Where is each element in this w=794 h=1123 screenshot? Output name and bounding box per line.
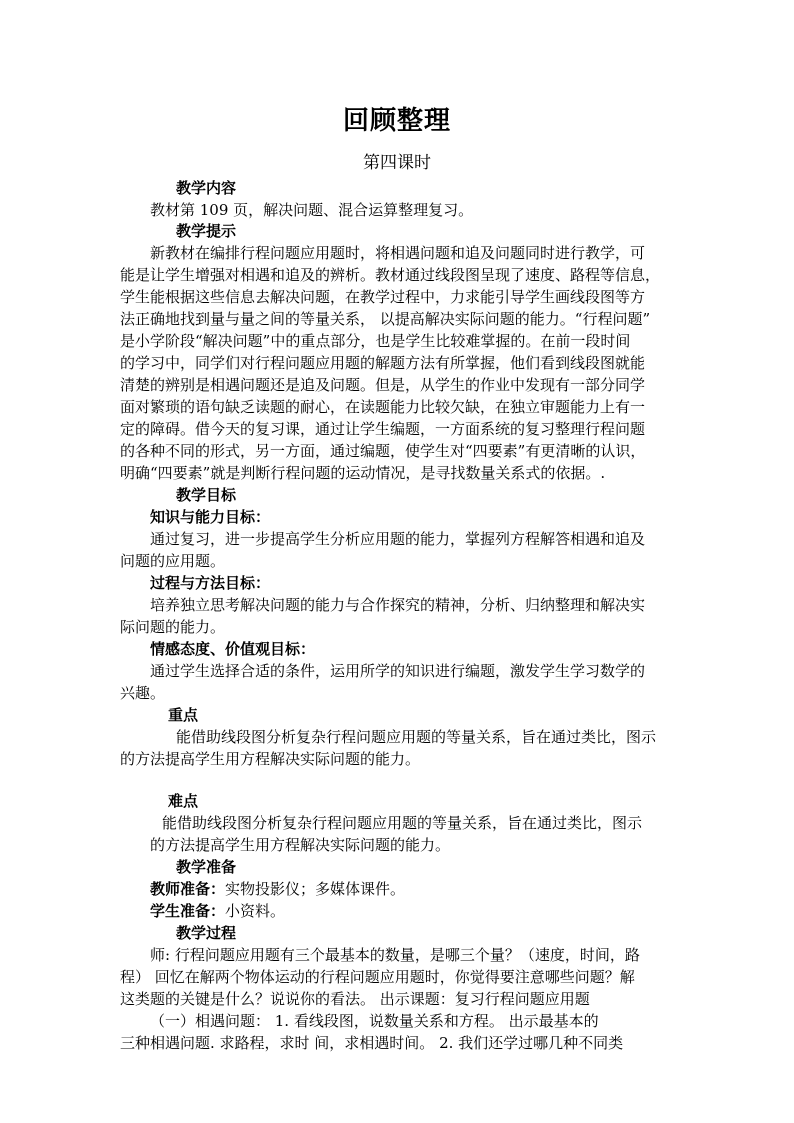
paragraph-line: 是小学阶段“解决问题”中的重点部分，也是学生比较难掌握的。在前一段时间 — [120, 332, 631, 350]
paragraph-line: 的学习中，同学们对行程问题应用题的解题方法有所掌握，他们看到线段图就能 — [120, 354, 646, 372]
heading-difficulties: 难点 — [168, 792, 199, 810]
page-subtitle: 第四课时 — [363, 153, 431, 173]
subheading-knowledge-ability: 知识与能力目标： — [150, 508, 271, 526]
paragraph-line: 的各种不同的形式，另一方面，通过编题，使学生对“四要素”有更清晰的认识， — [120, 442, 646, 460]
heading-teaching-content: 教学内容 — [176, 179, 237, 197]
paragraph-line: 问题的应用题。 — [120, 552, 226, 570]
paragraph-line: 学生能根据这些信息去解决问题，在教学过程中，力求能引导学生画线段图等方 — [120, 288, 646, 306]
paragraph-line: 定的障碍。借今天的复习课，通过让学生编题，一方面系统的复习整理行程问题 — [120, 420, 646, 438]
paragraph-line: 清楚的辨别是相遇问题还是追及问题。但是，从学生的作业中发现有一部分同学 — [120, 376, 646, 394]
paragraph-line: 程） 回忆在解两个物体运动的行程问题应用题时，你觉得要注意哪些问题？解 — [120, 968, 635, 986]
paragraph-line: 兴趣。 — [120, 684, 166, 702]
paragraph-line: 能借助线段图分析复杂行程问题应用题的等量关系，旨在通过类比，图示 — [162, 814, 643, 832]
paragraph-line: 的方法提高学生用方程解决实际问题的能力。 — [120, 750, 421, 768]
paragraph-line: （一）相遇问题： 1. 看线段图，说数量关系和方程。 出示最基本的 — [150, 1012, 599, 1030]
teacher-preparation — [150, 878, 405, 900]
paragraph-line: 培养独立思考解决问题的能力与合作探究的精神，分析、归纳整理和解决实 — [150, 596, 646, 614]
paragraph-line: 新教材在编排行程问题应用题时，将相遇问题和追及问题同时进行教学，可 — [150, 244, 646, 262]
paragraph-line: 际问题的能力。 — [120, 618, 226, 636]
paragraph-line: 法正确地找到量与量之间的等量关系， 以提高解决实际问题的能力。“行程问题” — [120, 310, 651, 328]
student-preparation — [150, 900, 285, 922]
paragraph-line: 教材第 109 页，解决问题、混合运算整理复习。 — [150, 201, 474, 219]
heading-key-points: 重点 — [168, 706, 199, 724]
paragraph-line: 明确“四要素”就是判断行程问题的运动情况，是寻找数量关系式的依据。. — [120, 464, 606, 482]
teacher-preparation-label: 教师准备： — [150, 880, 226, 898]
heading-teaching-process: 教学过程 — [176, 924, 237, 942]
paragraph-line: 能是让学生增强对相遇和追及的辨析。教材通过线段图呈现了速度、路程等信息， — [120, 266, 661, 284]
paragraph-line: 面对繁琐的语句缺乏读题的耐心，在读题能力比较欠缺，在独立审题能力上有一 — [120, 398, 646, 416]
heading-teaching-tips: 教学提示 — [176, 222, 237, 240]
page-title: 回顾整理 — [342, 106, 451, 136]
paragraph-line: 三种相遇问题. 求路程，求时 间，求相遇时间。 2. 我们还学过哪几种不同类 — [120, 1034, 624, 1052]
subheading-process-method: 过程与方法目标： — [150, 574, 271, 592]
paragraph-line: 通过复习，进一步提高学生分析应用题的能力，掌握列方程解答相遇和追及 — [150, 530, 646, 548]
student-preparation-label: 学生准备： — [150, 902, 226, 920]
paragraph-line: 能借助线段图分析复杂行程问题应用题的等量关系，旨在通过类比，图示 — [176, 728, 657, 746]
heading-teaching-preparation: 教学准备 — [176, 858, 237, 876]
student-preparation-value: 小资料。 — [225, 902, 286, 920]
paragraph-line: 师: 行程问题应用题有三个最基本的数量，是哪三个量？（速度，时间，路 — [150, 946, 640, 964]
paragraph-line: 通过学生选择合适的条件，运用所学的知识进行编题，激发学生学习数学的 — [150, 662, 646, 680]
paragraph-line: 的方法提高学生用方程解决实际问题的能力。 — [150, 836, 451, 854]
teacher-preparation-value: 实物投影仪；多媒体课件。 — [225, 880, 406, 898]
heading-teaching-goals: 教学目标 — [176, 486, 237, 504]
subheading-attitude-values: 情感态度、价值观目标： — [150, 640, 316, 658]
paragraph-line: 这类题的关键是什么？说说你的看法。 出示课题：复习行程问题应用题 — [120, 990, 590, 1008]
